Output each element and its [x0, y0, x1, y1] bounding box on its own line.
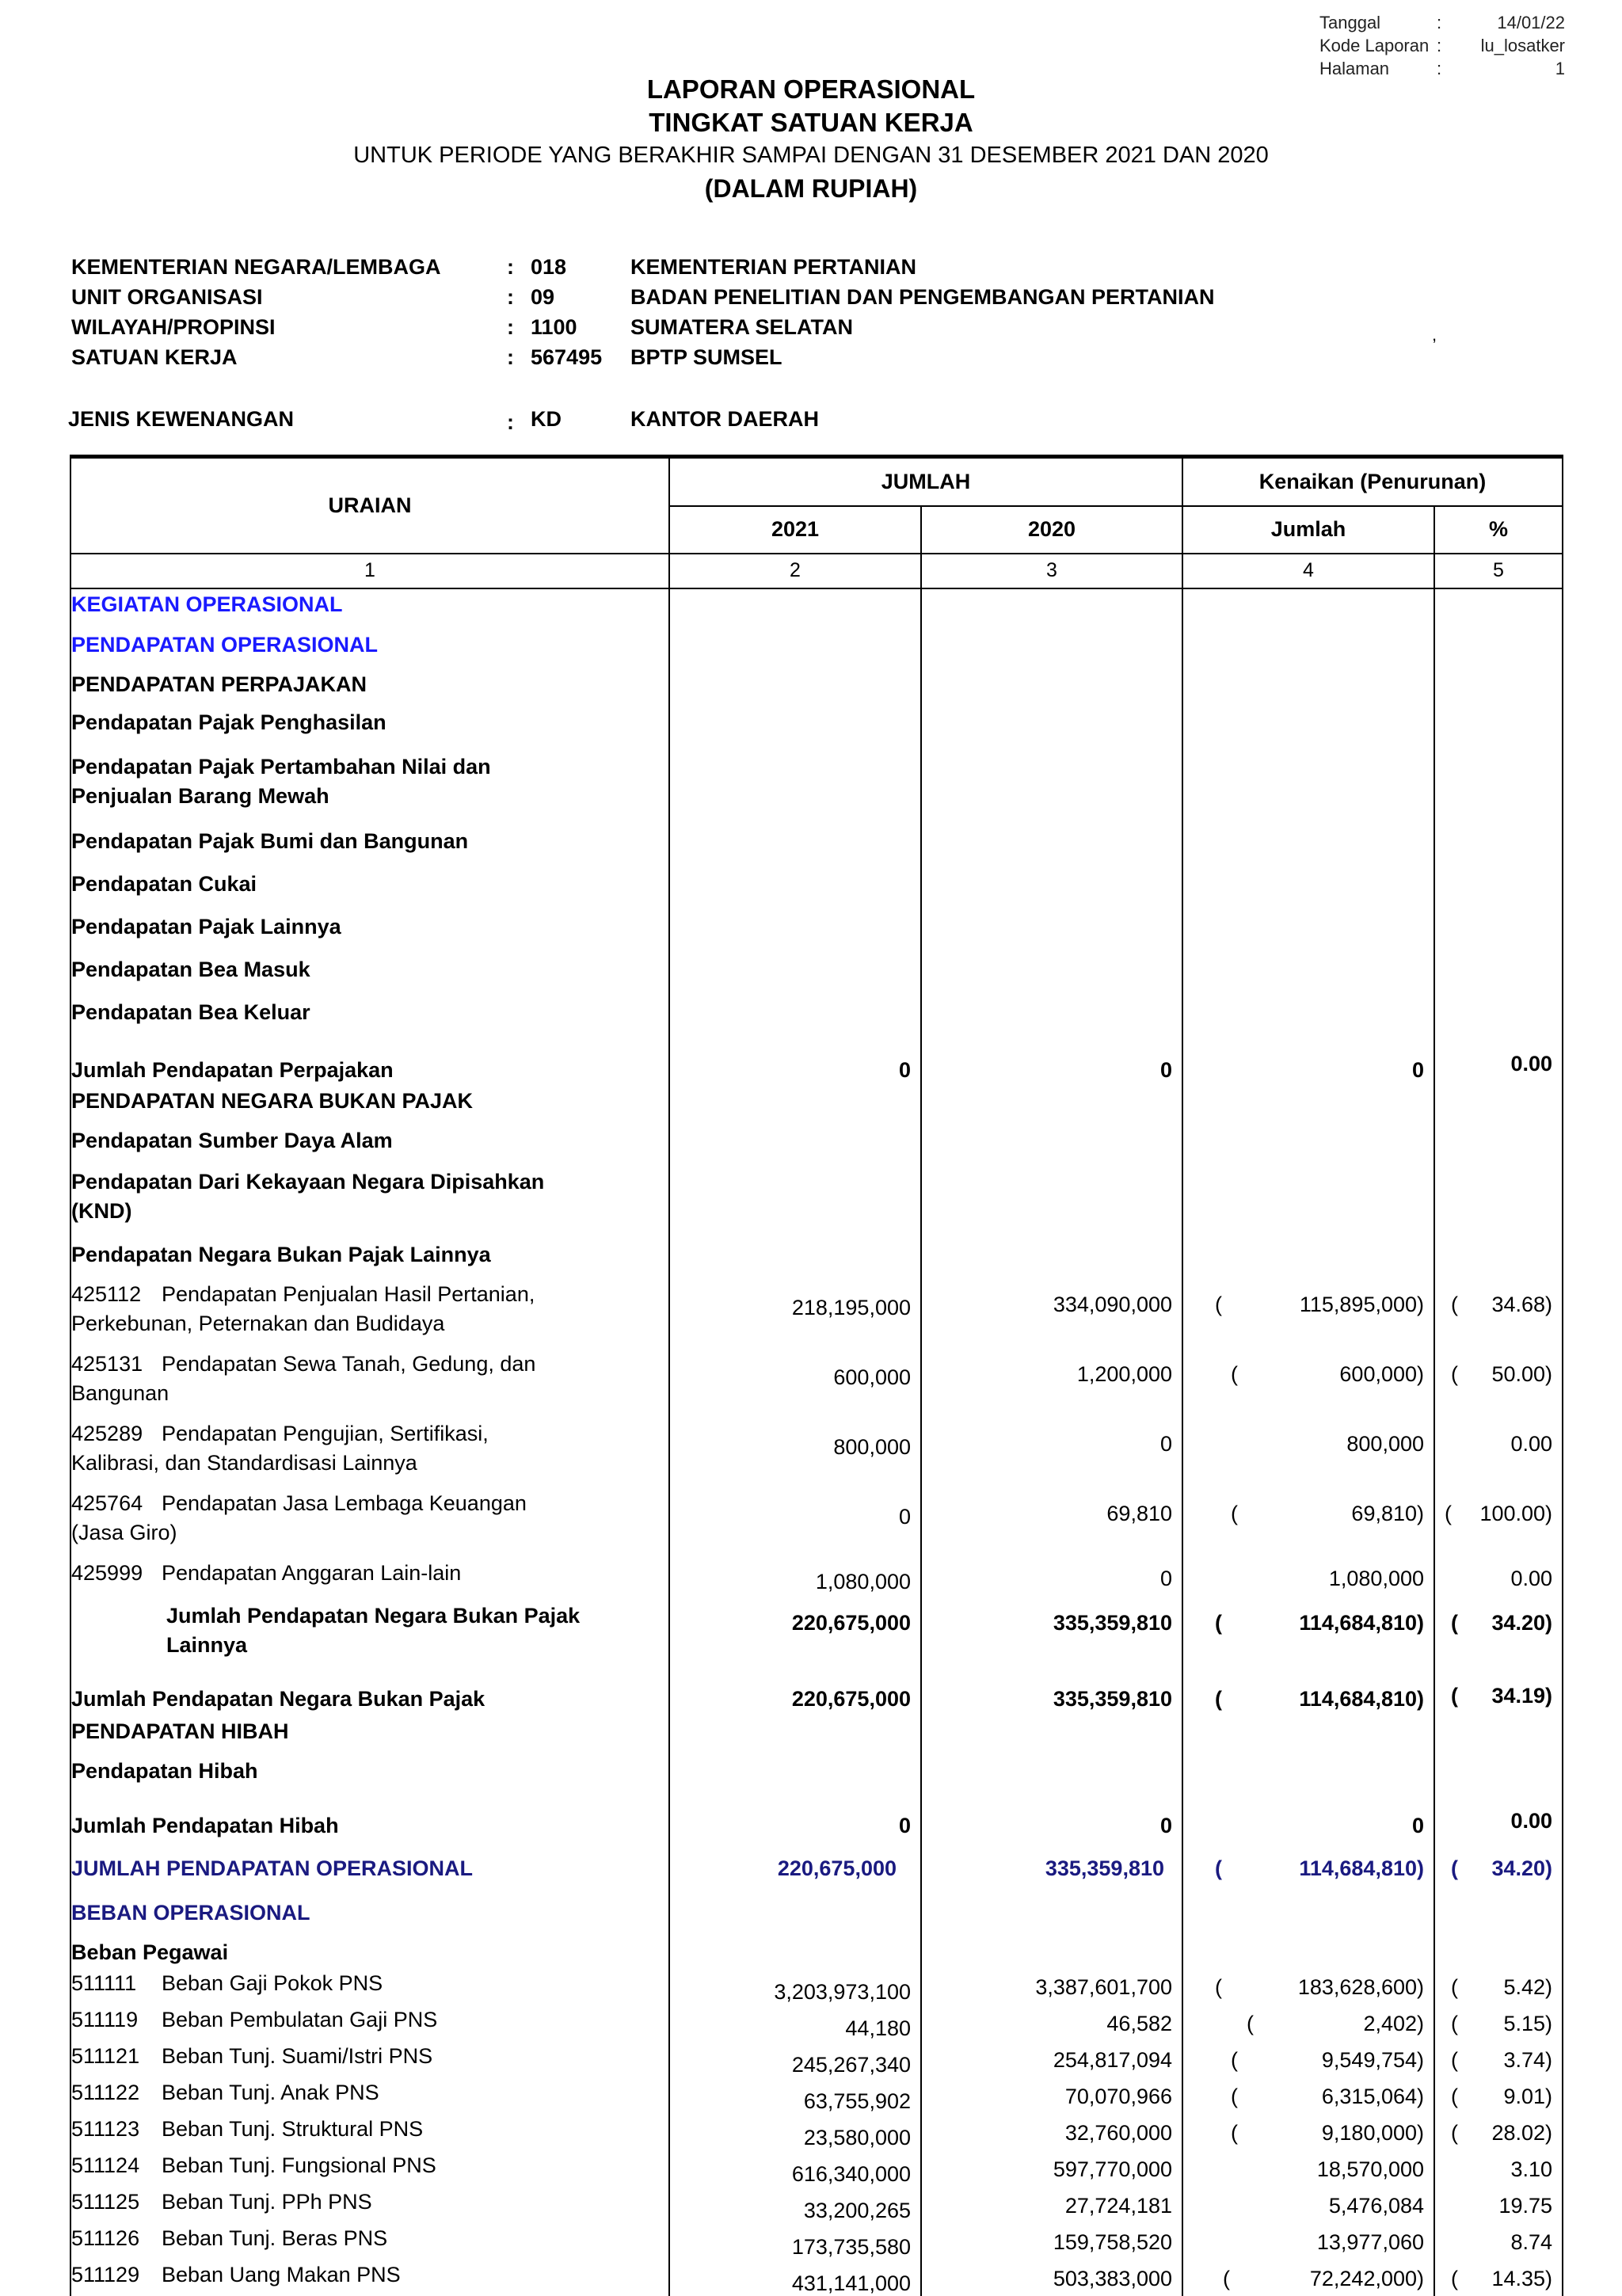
- account-amount: ( 69,810): [1182, 1488, 1434, 1558]
- account-pct: ( 34.68): [1434, 1279, 1563, 1349]
- subtotal-hibah-pct: 0.00: [1434, 1792, 1563, 1843]
- subtotal-pnbp-lainnya-amount: ( 114,684,810): [1182, 1597, 1434, 1670]
- subtotal-pnbp-lainnya-2020: 335,359,810: [921, 1597, 1182, 1670]
- subtotal-hibah-2021: 0: [669, 1792, 921, 1843]
- header-percent: %: [1434, 506, 1563, 554]
- expense-pct: ( 5.42): [1434, 1968, 1563, 2005]
- section-pnbp: PENDAPATAN NEGARA BUKAN PAJAK: [70, 1086, 669, 1125]
- expense-pct: ( 5.15): [1434, 2005, 1563, 2041]
- account-2020: 1,200,000: [921, 1349, 1182, 1418]
- expense-2020: 159,758,520: [921, 2223, 1182, 2260]
- ident-region: WILAYAH/PROPINSI : 1100 SUMATERA SELATAN: [71, 315, 853, 339]
- expense-2021: 3,203,973,100: [669, 1968, 921, 2005]
- expense-2021: 173,735,580: [669, 2223, 921, 2260]
- expense-label: 511119 Beban Pembulatan Gaji PNS: [70, 2005, 669, 2041]
- subtotal-pnbp-2021: 220,675,000: [669, 1670, 921, 1716]
- ident-authority: JENIS KEWENANGAN : KD KANTOR DAERAH: [68, 407, 820, 434]
- expense-row: [70, 2260, 1563, 2296]
- expense-amount: ( 9,549,754): [1182, 2041, 1434, 2077]
- meta-date: Tanggal : 14/01/22: [1319, 13, 1565, 32]
- ident-ministry: KEMENTERIAN NEGARA/LEMBAGA : 018 KEMENTERIAN PERTANIAN: [71, 255, 917, 279]
- expense-2020: 254,817,094: [921, 2041, 1182, 2077]
- expense-amount: 13,977,060: [1182, 2223, 1434, 2260]
- expense-2021: 23,580,000: [669, 2114, 921, 2150]
- account-label: 425131 Pendapatan Sewa Tanah, Gedung, dan Bangunan: [70, 1349, 669, 1418]
- col-num-1: 1: [70, 554, 669, 588]
- expense-label: 511126 Beban Tunj. Beras PNS: [70, 2223, 669, 2260]
- expense-amount: ( 6,315,064): [1182, 2077, 1434, 2114]
- expense-pct: 19.75: [1434, 2187, 1563, 2223]
- col-num-2: 2: [669, 554, 921, 588]
- header-kenaikan: Kenaikan (Penurunan): [1182, 457, 1563, 506]
- section-pendapatan-hibah: PENDAPATAN HIBAH: [70, 1716, 669, 1756]
- expense-2021: 63,755,902: [669, 2077, 921, 2114]
- expense-2020: 597,770,000: [921, 2150, 1182, 2187]
- expense-amount: ( 183,628,600): [1182, 1968, 1434, 2005]
- account-2020: 334,090,000: [921, 1279, 1182, 1349]
- item-pajak-penghasilan: Pendapatan Pajak Penghasilan: [70, 707, 669, 752]
- expense-pct: ( 28.02): [1434, 2114, 1563, 2150]
- ident-unit: UNIT ORGANISASI : 09 BADAN PENELITIAN DAN PENGEMBANGAN PERTANIAN: [71, 285, 1215, 309]
- report-title: LAPORAN OPERASIONAL: [646, 74, 976, 104]
- section-pendapatan-perpajakan: PENDAPATAN PERPAJAKAN: [70, 669, 669, 707]
- account-amount: 800,000: [1182, 1418, 1434, 1488]
- account-amount: 1,080,000: [1182, 1558, 1434, 1597]
- expense-label: 511121 Beban Tunj. Suami/Istri PNS: [70, 2041, 669, 2077]
- subtotal-pnbp-pct: ( 34.19): [1434, 1670, 1563, 1716]
- expense-2020: 503,383,000: [921, 2260, 1182, 2296]
- account-2020: 69,810: [921, 1488, 1182, 1558]
- expense-row: [70, 1968, 1563, 2005]
- expense-row: [70, 2041, 1563, 2077]
- total-pendapatan-operasional-2020: 335,359,810: [921, 1843, 1182, 1886]
- header-2021: 2021: [669, 506, 921, 554]
- account-2021: 218,195,000: [669, 1279, 921, 1349]
- expense-amount: ( 72,242,000): [1182, 2260, 1434, 2296]
- expense-pct: ( 9.01): [1434, 2077, 1563, 2114]
- account-label: 425999 Pendapatan Anggaran Lain-lain: [70, 1558, 669, 1597]
- expense-pct: ( 14.35): [1434, 2260, 1563, 2296]
- expense-pct: 3.10: [1434, 2150, 1563, 2187]
- section-beban-pegawai: Beban Pegawai: [70, 1930, 669, 1968]
- expense-2021: 431,141,000: [669, 2260, 921, 2296]
- account-label: 425764 Pendapatan Jasa Lembaga Keuangan (Jasa Giro): [70, 1488, 669, 1558]
- account-label: 425289 Pendapatan Pengujian, Sertifikasi, Kalibrasi, dan Standardisasi Lainnya: [70, 1418, 669, 1488]
- item-pajak-lainnya: Pendapatan Pajak Lainnya: [70, 912, 669, 954]
- subtotal-pnbp-label: Jumlah Pendapatan Negara Bukan Pajak: [70, 1670, 669, 1716]
- account-2020: 0: [921, 1558, 1182, 1597]
- report-period: UNTUK PERIODE YANG BERAKHIR SAMPAI DENGAN 31 DESEMBER 2021 DAN 2020: [353, 143, 1269, 168]
- subtotal-perpajakan-pct: 0.00: [1434, 1041, 1563, 1086]
- expense-label: 511129 Beban Uang Makan PNS: [70, 2260, 669, 2296]
- subtotal-pnbp-lainnya-label: Jumlah Pendapatan Negara Bukan Pajak Lainnya: [70, 1597, 669, 1670]
- account-label: 425112 Pendapatan Penjualan Hasil Pertanian, Perkebunan, Peternakan dan Budidaya: [70, 1279, 669, 1349]
- account-row: [70, 1558, 1563, 1597]
- expense-row: [70, 2150, 1563, 2187]
- expense-label: 511125 Beban Tunj. PPh PNS: [70, 2187, 669, 2223]
- total-pendapatan-operasional-pct: ( 34.20): [1434, 1843, 1563, 1886]
- subtotal-pnbp-2020: 335,359,810: [921, 1670, 1182, 1716]
- stray-mark: ,: [1432, 325, 1437, 345]
- expense-2021: 44,180: [669, 2005, 921, 2041]
- expense-amount: 5,476,084: [1182, 2187, 1434, 2223]
- account-pct: ( 50.00): [1434, 1349, 1563, 1418]
- expense-label: 511124 Beban Tunj. Fungsional PNS: [70, 2150, 669, 2187]
- total-pendapatan-operasional-row: [70, 1843, 1563, 1886]
- section-beban-operasional: BEBAN OPERASIONAL: [70, 1886, 669, 1930]
- account-2021: 1,080,000: [669, 1558, 921, 1597]
- expense-2020: 70,070,966: [921, 2077, 1182, 2114]
- account-row: [70, 1418, 1563, 1488]
- item-pnbp-lainnya: Pendapatan Negara Bukan Pajak Lainnya: [70, 1239, 669, 1279]
- expense-row: [70, 2187, 1563, 2223]
- subtotal-perpajakan-label: Jumlah Pendapatan Perpajakan: [70, 1041, 669, 1086]
- item-pbb: Pendapatan Pajak Bumi dan Bangunan: [70, 826, 669, 869]
- expense-amount: ( 9,180,000): [1182, 2114, 1434, 2150]
- subtotal-perpajakan-amount: 0: [1182, 1041, 1434, 1086]
- expense-2021: 245,267,340: [669, 2041, 921, 2077]
- item-bea-masuk: Pendapatan Bea Masuk: [70, 954, 669, 997]
- expense-amount: ( 2,402): [1182, 2005, 1434, 2041]
- subtotal-pnbp-row: [70, 1670, 1563, 1716]
- total-pendapatan-operasional-2021: 220,675,000: [669, 1843, 921, 1886]
- expense-label: 511122 Beban Tunj. Anak PNS: [70, 2077, 669, 2114]
- subtotal-hibah-row: [70, 1792, 1563, 1843]
- col-num-4: 4: [1182, 554, 1434, 588]
- subtotal-perpajakan-2020: 0: [921, 1041, 1182, 1086]
- expense-2021: 616,340,000: [669, 2150, 921, 2187]
- subtotal-pnbp-amount: ( 114,684,810): [1182, 1670, 1434, 1716]
- account-pct: 0.00: [1434, 1558, 1563, 1597]
- header-jumlah-change: Jumlah: [1182, 506, 1434, 554]
- expense-row: [70, 2077, 1563, 2114]
- meta-page: Halaman : 1: [1319, 59, 1565, 78]
- subtotal-perpajakan-row: [70, 1041, 1563, 1086]
- item-ppn-ppnbm: Pendapatan Pajak Pertambahan Nilai dan Penjualan Barang Mewah: [70, 752, 669, 826]
- item-knd: Pendapatan Dari Kekayaan Negara Dipisahkan (KND): [70, 1167, 669, 1239]
- header-2020: 2020: [921, 506, 1182, 554]
- header-uraian: URAIAN: [70, 457, 669, 554]
- report-currency: (DALAM RUPIAH): [704, 174, 918, 203]
- account-2021: 0: [669, 1488, 921, 1558]
- subtotal-pnbp-lainnya-row: [70, 1597, 1563, 1670]
- operational-report-table: [70, 455, 1563, 2296]
- account-row: [70, 1279, 1563, 1349]
- total-pendapatan-operasional-amount: ( 114,684,810): [1182, 1843, 1434, 1886]
- item-pendapatan-hibah: Pendapatan Hibah: [70, 1756, 669, 1792]
- account-pct: ( 100.00): [1434, 1488, 1563, 1558]
- expense-label: 511123 Beban Tunj. Struktural PNS: [70, 2114, 669, 2150]
- expense-row: [70, 2223, 1563, 2260]
- expense-2020: 32,760,000: [921, 2114, 1182, 2150]
- expense-row: [70, 2005, 1563, 2041]
- subtotal-hibah-amount: 0: [1182, 1792, 1434, 1843]
- subtotal-pnbp-lainnya-pct: ( 34.20): [1434, 1597, 1563, 1670]
- account-2020: 0: [921, 1418, 1182, 1488]
- account-amount: ( 600,000): [1182, 1349, 1434, 1418]
- section-kegiatan-operasional: KEGIATAN OPERASIONAL: [70, 588, 669, 630]
- expense-2021: 33,200,265: [669, 2187, 921, 2223]
- total-pendapatan-operasional-label: JUMLAH PENDAPATAN OPERASIONAL: [70, 1843, 669, 1886]
- item-sda: Pendapatan Sumber Daya Alam: [70, 1125, 669, 1167]
- expense-label: 511111 Beban Gaji Pokok PNS: [70, 1968, 669, 2005]
- meta-report-code: Kode Laporan : lu_losatker: [1319, 36, 1565, 55]
- subtotal-perpajakan-2021: 0: [669, 1041, 921, 1086]
- expense-pct: 8.74: [1434, 2223, 1563, 2260]
- account-2021: 600,000: [669, 1349, 921, 1418]
- col-num-3: 3: [921, 554, 1182, 588]
- account-pct: 0.00: [1434, 1418, 1563, 1488]
- ident-work-unit: SATUAN KERJA : 567495 BPTP SUMSEL: [71, 345, 782, 369]
- expense-row: [70, 2114, 1563, 2150]
- item-cukai: Pendapatan Cukai: [70, 869, 669, 912]
- col-num-5: 5: [1434, 554, 1563, 588]
- account-2021: 800,000: [669, 1418, 921, 1488]
- account-amount: ( 115,895,000): [1182, 1279, 1434, 1349]
- expense-2020: 27,724,181: [921, 2187, 1182, 2223]
- subtotal-hibah-2020: 0: [921, 1792, 1182, 1843]
- expense-amount: 18,570,000: [1182, 2150, 1434, 2187]
- report-meta: [1319, 11, 1565, 80]
- subtotal-hibah-label: Jumlah Pendapatan Hibah: [70, 1792, 669, 1843]
- expense-2020: 46,582: [921, 2005, 1182, 2041]
- subtotal-pnbp-lainnya-2021: 220,675,000: [669, 1597, 921, 1670]
- account-row: [70, 1349, 1563, 1418]
- header-jumlah: JUMLAH: [669, 457, 1182, 506]
- expense-2020: 3,387,601,700: [921, 1968, 1182, 2005]
- account-row: [70, 1488, 1563, 1558]
- item-bea-keluar: Pendapatan Bea Keluar: [70, 997, 669, 1041]
- report-subtitle: TINGKAT SATUAN KERJA: [649, 108, 973, 137]
- section-pendapatan-operasional: PENDAPATAN OPERASIONAL: [70, 630, 669, 669]
- expense-pct: ( 3.74): [1434, 2041, 1563, 2077]
